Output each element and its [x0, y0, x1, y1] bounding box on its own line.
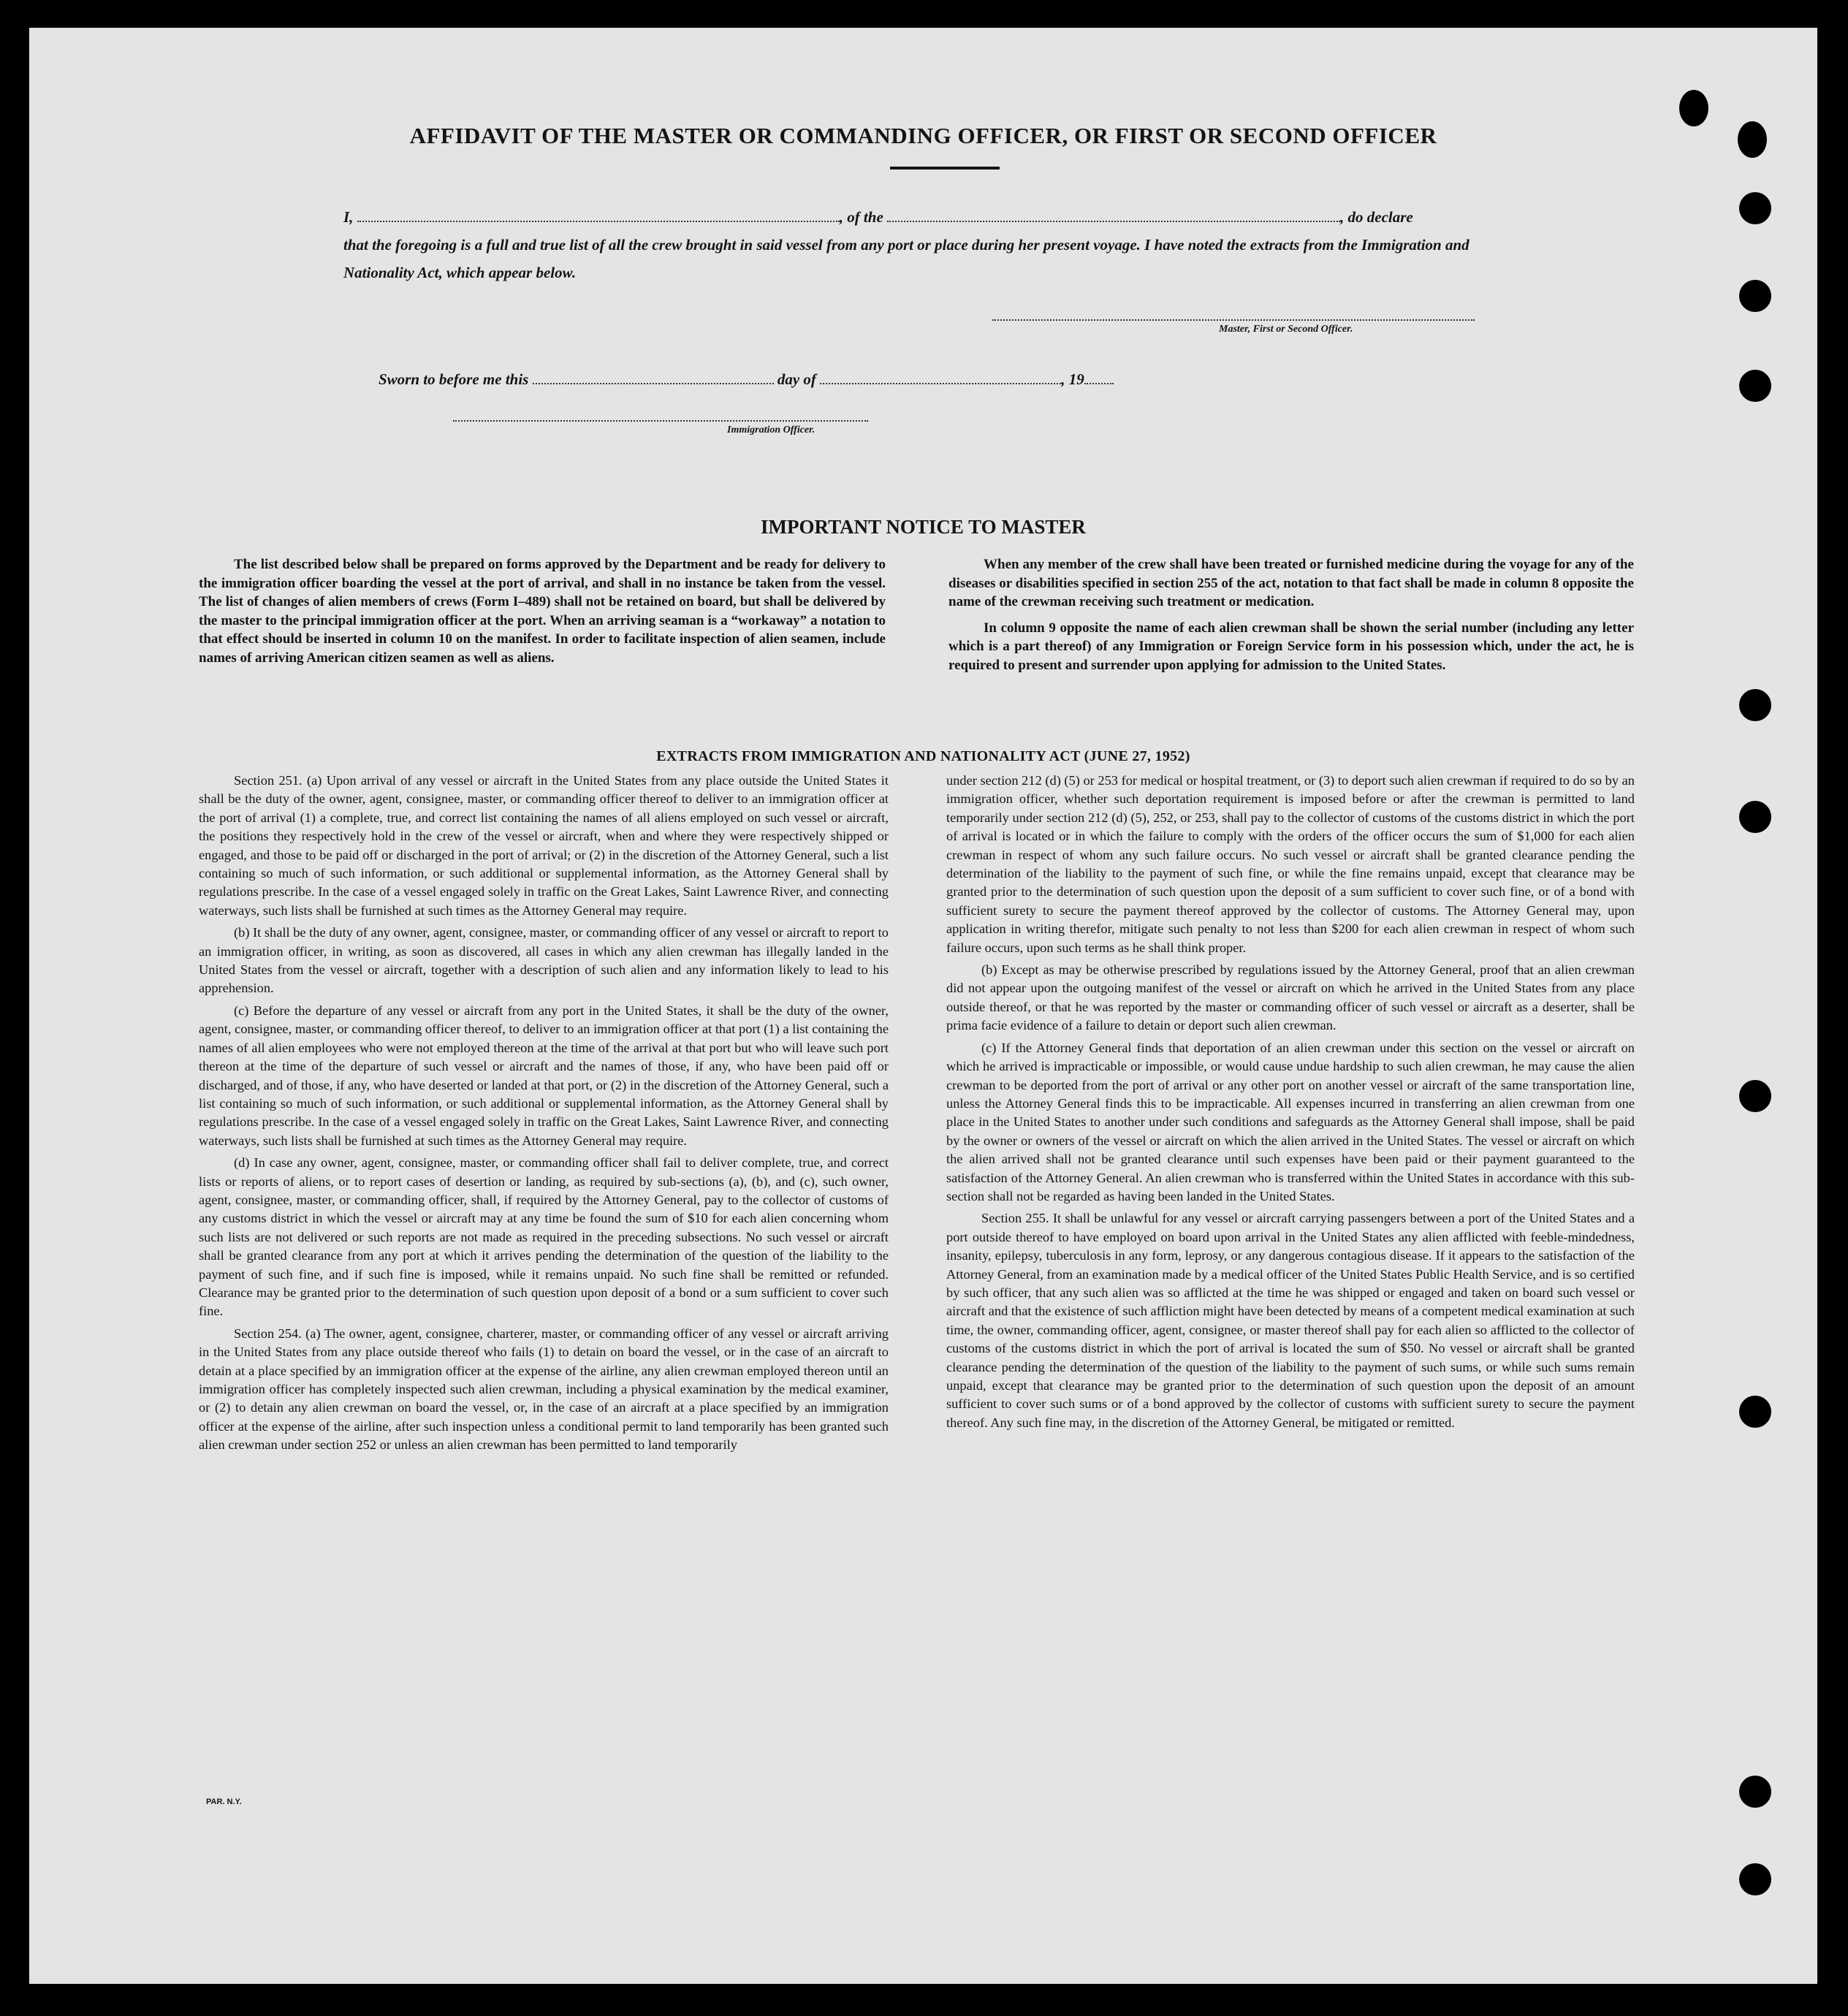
master-signature-caption: Master, First or Second Officer. — [1219, 324, 1353, 335]
affidavit-title: AFFIDAVIT OF THE MASTER OR COMMANDING OFFICER, OR FIRST OR SECOND OFFICER — [409, 123, 1437, 148]
title-rule — [890, 167, 1000, 170]
punch-hole — [1739, 1863, 1771, 1895]
notice-paragraph: The list described below shall be prepared on forms approved by the Department and be ready for delivery to the immigration officer boarding the vessel at the port of arrival, and shall in no instance be taken from the vessel. The list of changes of alien members of crews (Form I–489) shall not be retained on board, but shall be delivered by the master to the principal immigration officer at the port. When an arriving seaman is a “workaway” a notation to that effect should be inserted in column 10 on the manifest. In order to facilitate inspection of alien seamen, include names of arriving American citizen seamen as well as aliens. — [199, 557, 886, 666]
year-field[interactable] — [1084, 370, 1114, 384]
officer-signature-line[interactable] — [453, 419, 868, 422]
of-the-label: , of the — [839, 208, 883, 226]
statute-paragraph: under section 212 (d) (5) or 253 for medical or hospital treatment, or (3) to deport such alien crewman if required to do so by an immigration officer, whether such deportation requirement is imposed before or after the crewman is permitted to land temporarily under section 212 (d) (5), 252, or 253, shall pay to the collector of customs of the customs district in which the port of arrival is located or in which the failure to comply with the orders of the officer occurs the sum of $1,000 for each alien crewman in respect of whom any such failure occurs. No such vessel or aircraft shall be granted clearance pending the determination of the liability to the payment of such fine, or while the fine remains unpaid, except that clearance may be granted prior to the determination of such question upon the deposit of a sum sufficient to cover such fine, or of a bond with sufficient surety to secure the payment thereof approved by the collector of customs. The Attorney General may, upon application in writing therefor, mitigate such penalty to not less than $200 for each alien crewman in respect of whom such failure occurs, upon such terms as he shall think proper. — [946, 773, 1635, 955]
statute-paragraph: (b) Except as may be otherwise prescribed by regulations issued by the Attorney General, proof that an alien crewman did not appear upon the outgoing manifest of the vessel or aircraft on which he arrived in the United States from any place outside thereof, or that he was reported by the master or commanding officer of such vessel or aircraft as a deserter, shall be prima facie evidence of a failure to detain or deport such alien crewman. — [946, 962, 1635, 1033]
punch-hole — [1739, 192, 1771, 224]
day-of-label: day of — [777, 370, 816, 388]
punch-hole — [1739, 689, 1771, 721]
i-label: I, — [343, 208, 354, 226]
officer-signature-caption: Immigration Officer. — [727, 425, 815, 435]
notice-title: IMPORTANT NOTICE TO MASTER — [761, 516, 1086, 538]
statute-paragraph: (d) In case any owner, agent, consignee, master, or commanding officer shall fail to deliver complete, true, and correct lists or reports of aliens, or to report cases of desertion or landing, as required by sub-sections (a), (b), and (c), such owner, agent, consignee, master, or commanding officer, shall, if required by the Attorney General, pay to the collector of customs of any customs district in which the vessel or aircraft may at any time be found the sum of $10 for each alien concerning whom such lists are not delivered or such reports are not made as required in the preceding subsections. No such vessel or aircraft shall be granted clearance from any port at which it arrives pending the determination of the question of the liability to the payment of such fine, and if such fine is imposed, while it remains unpaid. No such fine shall be remitted or refunded. Clearance may be granted prior to the determination of such question upon deposit of a bond or a sum sufficient to cover such fine. — [199, 1155, 889, 1319]
punch-hole — [1739, 370, 1771, 402]
statute-paragraph: (b) It shall be the duty of any owner, agent, consignee, master, or commanding officer of any vessel or aircraft to report to an immigration officer, in writing, as soon as discovered, all cases in which any alien crewman has illegally landed in the United States from the vessel or aircraft, together with a description of such alien and any information likely to lead to his apprehension. — [199, 925, 889, 996]
year-label: , 19 — [1061, 370, 1084, 388]
declaration-block — [343, 203, 1527, 286]
punch-hole — [1739, 1080, 1771, 1112]
printer-mark: PAR. N.Y. — [206, 1798, 242, 1806]
punch-hole — [1739, 1776, 1771, 1808]
punch-hole — [1739, 1396, 1771, 1428]
statute-paragraph: Section 251. (a) Upon arrival of any vessel or aircraft in the United States from any place outside the United States it shall be the duty of the owner, agent, consignee, master, or commanding officer thereof to deliver to an immigration officer at the port of arrival (1) a complete, true, and correct list containing the names of all aliens employed on such vessel or aircraft, the positions they respectively hold in the crew of the vessel or aircraft, when and where they were respectively shipped or engaged, and those to be paid off or discharged in the port of arrival; or (2) in the discretion of the Attorney General, such a list containing so much of such information, or such additional or supplemental information, as the Attorney General shall by regulations prescribe. In the case of a vessel engaged solely in traffic on the Great Lakes, Saint Lawrence River, and connecting waterways, such lists shall be furnished at such times as the Attorney General may require. — [199, 773, 889, 918]
do-declare-label: , do declare — [1340, 208, 1413, 226]
declaration-text: that the foregoing is a full and true list of all the crew brought in said vessel from any port or place during her present voyage. I have noted the extracts from the Immigration and Nationality Act, which appear below. — [343, 236, 1469, 281]
statute-paragraph: (c) Before the departure of any vessel or aircraft from any port in the United States, it shall be the duty of the owner, agent, consignee, master, or commanding officer thereof, to deliver to an immigration officer at that port (1) a list containing the names of all alien employees who were not employed thereon at the time of the arrival at that port but who will leave such port thereon at the time of the departure of such vessel or aircraft and the names of those, if any, who have been paid off or discharged, and of those, if any, who have deserted or landed at that port, or (2) in the discretion of the Attorney General, such a list containing so much of such information, or such additional or supplemental information, as the Attorney General shall by regulations prescribe. In the case of a vessel engaged solely in traffic on the Great Lakes, Saint Lawrence River, and connecting waterways, such lists shall be furnished at such times as the Attorney General may require. — [199, 1003, 889, 1148]
notice-left-column — [199, 555, 886, 668]
statute-paragraph: (c) If the Attorney General finds that deportation of an alien crewman under this section on the vessel or aircraft on which he arrived is impracticable or impossible, or would cause undue hardship to such alien crewman, he may cause the alien crewman to be deported from the port of arrival or any other port on another vessel or aircraft of the same transportation line, unless the Attorney General finds this to be impracticable. All expenses incurred in transferring an alien crewman from one place in the United States to another under such conditions and safeguards as the Attorney General shall impose, shall be paid by the owner or owners of the vessel or aircraft on which the alien arrived in the United States. The vessel or aircraft on which the alien arrived shall not be granted clearance until such expenses have been paid or their payment guaranteed to the satisfaction of the Attorney General. An alien crewman who is transferred within the United States in accordance with this sub-section shall not be regarded as having been landed in the United States. — [946, 1040, 1635, 1203]
sworn-label: Sworn to before me this — [379, 370, 529, 388]
extracts-title: EXTRACTS FROM IMMIGRATION AND NATIONALITY ACT (JUNE 27, 1952) — [656, 748, 1190, 764]
master-signature-line[interactable] — [992, 318, 1475, 321]
punch-hole — [1739, 280, 1771, 312]
punch-hole — [1739, 801, 1771, 833]
vessel-field[interactable] — [887, 208, 1340, 222]
name-field[interactable] — [357, 208, 840, 222]
punch-hole — [1679, 90, 1708, 126]
statute-paragraph: Section 255. It shall be unlawful for any vessel or aircraft carrying passengers between a port of the United States and a port outside thereof to have employed on board upon arrival in the United States any alien afflicted with feeble-mindedness, insanity, epilepsy, tuberculosis in any form, leprosy, or any dangerous contagious disease. If it appears to the satisfaction of the Attorney General, from an examination made by a medical officer of the United States Public Health Service, and is so certified by such officer, that any such alien was so afflicted at the time he was shipped or engaged and taken on board such vessel or aircraft and that the existence of such affliction might have been detected by means of a competent medical examination at such time, the owner, commanding officer, agent, consignee, or master thereof shall pay for each alien so afflicted to the collector of customs of the customs district in which the port of arrival is located the sum of $50. No vessel or aircraft shall be granted clearance pending the determination of the question of the liability to the payment of such sums, or while such sums remain unpaid, except that clearance may be granted prior to the determination of such question upon the deposit of an amount sufficient to cover such sums or of a bond approved by the collector of customs with sufficient surety to secure the payment thereof. Any such fine may, in the discretion of the Attorney General, be mitigated or remitted. — [946, 1211, 1635, 1430]
notice-right-column — [948, 555, 1634, 675]
extracts-left-column — [199, 772, 889, 1455]
sworn-date-field[interactable] — [533, 370, 774, 384]
declaration-line — [343, 203, 1527, 231]
notice-paragraph: In column 9 opposite the name of each alien crewman shall be shown the serial number (including any letter which is a part thereof) of any Immigration or Foreign Service form in his possession which, under the act, he is required to present and surrender upon applying for admission to the United States. — [948, 620, 1634, 673]
form-sheet — [29, 28, 1817, 1984]
notice-paragraph: When any member of the crew shall have been treated or furnished medicine during the voyage for any of the diseases or disabilities specified in section 255 of the act, notation to that fact shall be made in column 8 opposite the name of the crewman receiving such treatment or medication. — [948, 557, 1634, 610]
sworn-line — [379, 370, 1328, 389]
extracts-right-column — [946, 772, 1635, 1432]
month-field[interactable] — [820, 370, 1061, 384]
statute-paragraph: Section 254. (a) The owner, agent, consignee, charterer, master, or commanding officer of any vessel or aircraft arriving in the United States from any place outside thereof who fails (1) to detain on board the vessel, or in the case of an aircraft to detain at a place specified by an immigration officer at the expense of the airline, any alien crewman employed thereon until an immigration officer has completely inspected such alien crewman, including a physical examination by the medical examiner, or (2) to detain any alien crewman on board the vessel, or, in the case of an aircraft at a place specified by an immigration officer at the expense of the airline, after such inspection unless a conditional permit to land temporarily has been granted such alien crewman under section 252 or unless an alien crewman has been permitted to land temporarily — [199, 1325, 889, 1453]
